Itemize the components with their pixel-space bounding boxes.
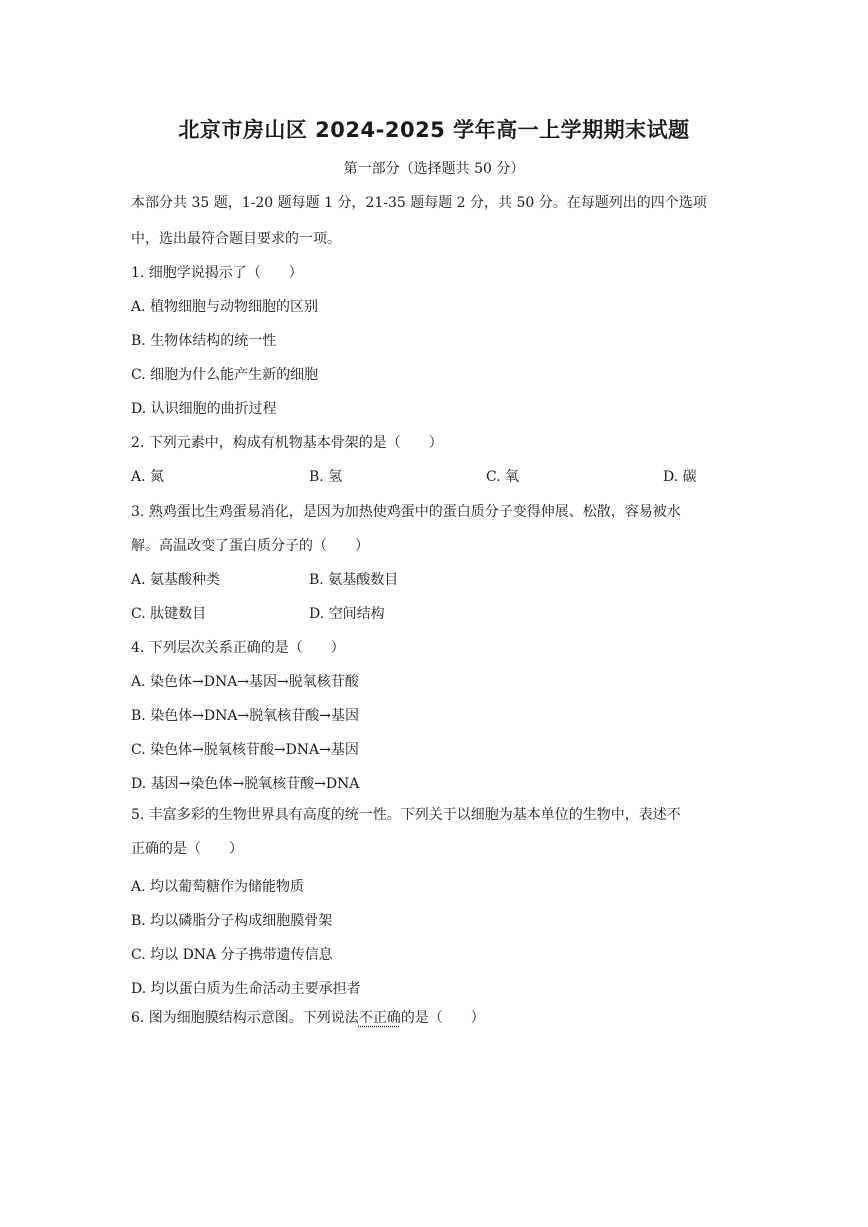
question-5-option-d: D. 均以蛋白质为生命活动主要承担者 (131, 981, 361, 997)
question-6-stem-part-3: 的是（ ） (400, 1010, 485, 1026)
question-3-option-b: B. 氨基酸数目 (309, 572, 399, 588)
question-3-stem-line-2: 解。高温改变了蛋白质分子的（ ） (131, 538, 369, 554)
question-3-stem-line-1: 3. 熟鸡蛋比生鸡蛋易消化，是因为加热使鸡蛋中的蛋白质分子变得伸展、松散，容易被水 (131, 504, 681, 520)
question-1-option-a: A. 植物细胞与动物细胞的区别 (131, 299, 319, 315)
question-2-option-c: C. 氧 (486, 469, 520, 485)
question-6-stem-part-1: 6. 图为细胞膜结构示意图。下列说法 (131, 1010, 359, 1026)
section-heading: 第一部分（选择题共 50 分） (343, 161, 525, 177)
question-4-option-b: B. 染色体→DNA→脱氧核苷酸→基因 (131, 708, 359, 724)
question-5-option-b: B. 均以磷脂分子构成细胞膜骨架 (131, 913, 333, 929)
question-2-option-b: B. 氢 (309, 469, 343, 485)
question-3-option-d: D. 空间结构 (309, 606, 385, 622)
question-2-option-d: D. 碳 (663, 469, 697, 485)
question-1-stem: 1. 细胞学说揭示了（ ） (131, 265, 303, 281)
question-2-option-a: A. 氮 (131, 469, 165, 485)
question-5-option-c: C. 均以 DNA 分子携带遗传信息 (131, 947, 333, 963)
question-1-option-b: B. 生物体结构的统一性 (131, 333, 277, 349)
instructions-line-2: 中，选出最符合题目要求的一项。 (131, 231, 341, 247)
question-1-option-c: C. 细胞为什么能产生新的细胞 (131, 367, 319, 383)
question-5-stem-line-1: 5. 丰富多彩的生物世界具有高度的统一性。下列关于以细胞为基本单位的生物中，表述不 (131, 807, 681, 823)
question-2-stem: 2. 下列元素中，构成有机物基本骨架的是（ ） (131, 435, 443, 451)
question-1-option-d: D. 认识细胞的曲折过程 (131, 401, 277, 417)
question-3-option-c: C. 肽键数目 (131, 606, 207, 622)
page-title: 北京市房山区 2024-2025 学年高一上学期期末试题 (178, 118, 690, 142)
question-4-stem: 4. 下列层次关系正确的是（ ） (131, 640, 345, 656)
question-6-stem-emphasis: 不正确 (358, 1010, 401, 1026)
question-4-option-d: D. 基因→染色体→脱氧核苷酸→DNA (131, 776, 360, 792)
question-5-option-a: A. 均以葡萄糖作为储能物质 (131, 879, 305, 895)
question-3-option-a: A. 氨基酸种类 (131, 572, 221, 588)
question-4-option-c: C. 染色体→脱氧核苷酸→DNA→基因 (131, 742, 359, 758)
question-5-stem-line-2: 正确的是（ ） (131, 841, 243, 857)
question-4-option-a: A. 染色体→DNA→基因→脱氧核苷酸 (131, 674, 359, 690)
question-6-stem (131, 1007, 485, 1027)
instructions-line-1: 本部分共 35 题，1-20 题每题 1 分，21-35 题每题 2 分，共 50 分。在每题列出的四个选项 (131, 195, 707, 211)
